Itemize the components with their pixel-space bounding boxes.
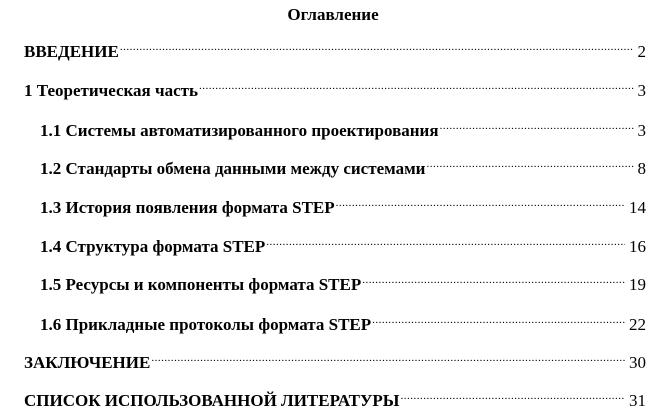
toc-entry-section-1-3[interactable] (40, 191, 646, 219)
toc-entry-label: 1 Теоретическая часть (24, 81, 198, 100)
toc-entry-page: 3 (637, 81, 646, 100)
toc-entry-conclusion[interactable] (24, 346, 646, 374)
toc-entry-label: СПИСОК ИСПОЛЬЗОВАННОЙ ЛИТЕРАТУРЫ (24, 391, 400, 410)
toc-entry-page: 19 (629, 275, 646, 294)
toc-leader (336, 191, 625, 213)
toc-entry-page: 30 (629, 353, 646, 372)
toc-leader (199, 74, 634, 96)
toc-entry-page: 16 (629, 237, 646, 256)
toc-entry-label: ЗАКЛЮЧЕНИЕ (24, 353, 151, 372)
toc-entry-section-1-2[interactable] (40, 152, 646, 180)
toc-leader (372, 308, 625, 330)
toc-title: Оглавление (287, 5, 379, 24)
toc-entry-references[interactable] (24, 384, 646, 412)
toc-entry-page: 2 (637, 42, 646, 61)
toc-leader (362, 268, 625, 290)
toc-entry-page: 14 (629, 198, 646, 217)
toc-entry-label: 1.3 История появления формата STEP (40, 198, 335, 217)
toc-leader (401, 384, 626, 406)
toc-entry-page: 22 (629, 315, 646, 334)
toc-leader (440, 114, 634, 136)
toc-leader (120, 35, 634, 57)
toc-leader (151, 346, 625, 368)
toc-leader (266, 230, 625, 252)
toc-entry-label: ВВЕДЕНИЕ (24, 42, 119, 61)
toc-entry-page: 3 (637, 121, 646, 140)
toc-entry-page: 31 (629, 391, 646, 410)
toc-entry-section-1-6[interactable] (40, 308, 646, 336)
toc-entry-section-1-5[interactable] (40, 268, 646, 296)
toc-entry-page: 8 (637, 159, 646, 178)
toc-entry-label: 1.4 Структура формата STEP (40, 237, 266, 256)
toc-entry-section-1-4[interactable] (40, 230, 646, 258)
toc-entry-chapter-1[interactable] (24, 74, 646, 102)
toc-entry-label: 1.1 Системы автоматизированного проектирования (40, 121, 439, 140)
toc-leader (426, 152, 633, 174)
toc-entry-introduction[interactable] (24, 35, 646, 63)
toc-entry-label: 1.2 Стандарты обмена данными между системами (40, 159, 426, 178)
toc-entry-label: 1.6 Прикладные протоколы формата STEP (40, 315, 372, 334)
toc-entry-section-1-1[interactable] (40, 114, 646, 142)
toc-entry-label: 1.5 Ресурсы и компоненты формата STEP (40, 275, 362, 294)
